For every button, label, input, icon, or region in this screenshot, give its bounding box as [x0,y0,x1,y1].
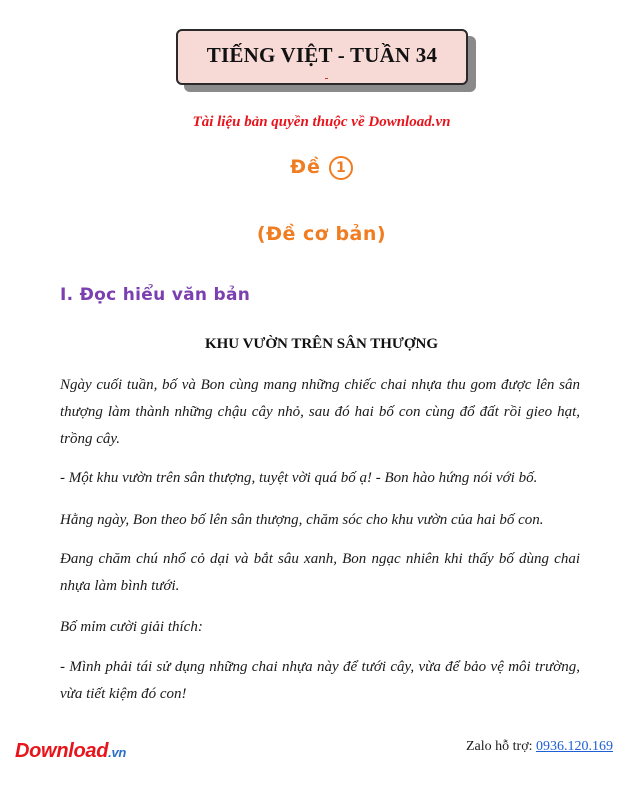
story-paragraph-4: Đang chăm chú nhổ cỏ dại và bắt sâu xanh, Bon ngạc nhiên khi thấy bố dùng chai nhựa làm bình tưới. [60,551,580,594]
exam-label: Đề [290,156,321,178]
story-paragraph-2: - Một khu vườn trên sân thượng, tuyệt vời quá bố ạ! - Bon hào hứng nói với bố. [60,470,538,486]
exam-level: (Đề cơ bản) [256,223,387,245]
story-title: KHU VƯỜN TRÊN SÂN THƯỢNG [204,336,439,352]
story-paragraph-6: - Mình phải tái sử dụng những chai nhựa này để tưới cây, vừa để bảo vệ môi trường, vừa tiết kiệm đó con! [60,659,580,702]
copyright-notice: Tài liệu bản quyền thuộc về Download.vn [192,114,451,130]
exam-number-heading [0,156,643,180]
logo-suffix-text: .vn [108,745,127,760]
page-title: TIẾNG VIỆT - TUẦN 34 [206,43,438,67]
logo-main-text: Download [15,740,109,762]
story-paragraph-3: Hằng ngày, Bon theo bố lên sân thượng, chăm sóc cho khu vườn của hai bố con. [60,512,544,528]
story-paragraph-5: Bố mỉm cười giải thích: [60,619,203,635]
story-paragraph-1: Ngày cuối tuần, bố và Bon cùng mang những chiếc chai nhựa thu gom được lên sân thượng làm thành những chậu cây nhỏ, sau đó hai bố con cùng đổ đất rồi gieo hạt, trồng cây. [60,377,580,447]
section-heading: I. Đọc hiểu văn bản [60,285,251,305]
download-logo[interactable] [15,740,126,763]
zalo-phone-link[interactable]: 0936.120.169 [536,739,613,754]
title-dot-mark [325,78,328,79]
zalo-label: Zalo hỗ trợ: [466,739,533,754]
title-box [176,29,468,85]
zalo-support [466,739,613,755]
exam-number-badge: 1 [329,156,353,180]
